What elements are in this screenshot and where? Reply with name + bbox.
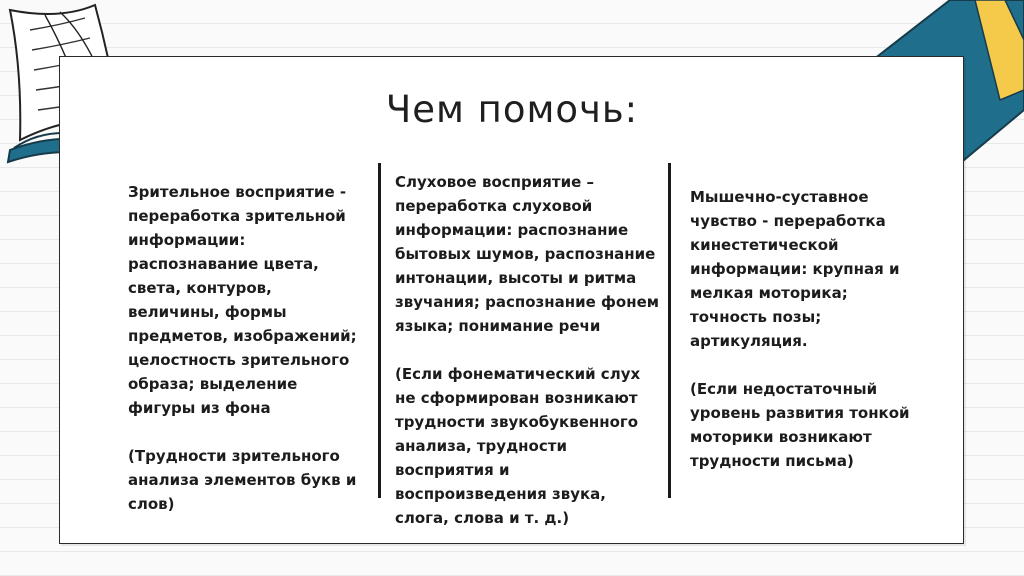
auditory-perception-text: Слуховое восприятие – переработка слуховой информации: распознание бытовых шумов, распознание интонации, высоты и ритма звучания; распознание фонем языка; понимание речи (395, 173, 660, 335)
auditory-difficulties-note: (Если фонематический слух не сформирован возникают трудности звукобуквенного анализа, трудности восприятия и воспроизведения звука, слога, слова и т. д.) (395, 365, 641, 527)
kinesthetic-perception-text: Мышечно-суставное чувство - переработка кинестетической информации: крупная и мелкая моторика; точность позы; артикуляция. (690, 188, 900, 350)
column-divider-left (378, 163, 381, 498)
column-kinesthetic (690, 185, 922, 473)
visual-difficulties-note: (Трудности зрительного анализа элементов букв и слов) (128, 447, 357, 513)
column-auditory (395, 170, 663, 530)
visual-perception-text: Зрительное восприятие - переработка зрительной информации: распознавание цвета, света, контуров, величины, формы предметов, изображений; целостность зрительного образа; выделение фигуры из фона (128, 183, 357, 417)
kinesthetic-difficulties-note: (Если недостаточный уровень развития тонкой моторики возникают трудности письма) (690, 380, 910, 470)
slide-title: Чем помочь: (385, 88, 639, 131)
column-visual (128, 180, 364, 516)
column-divider-right (668, 163, 671, 498)
